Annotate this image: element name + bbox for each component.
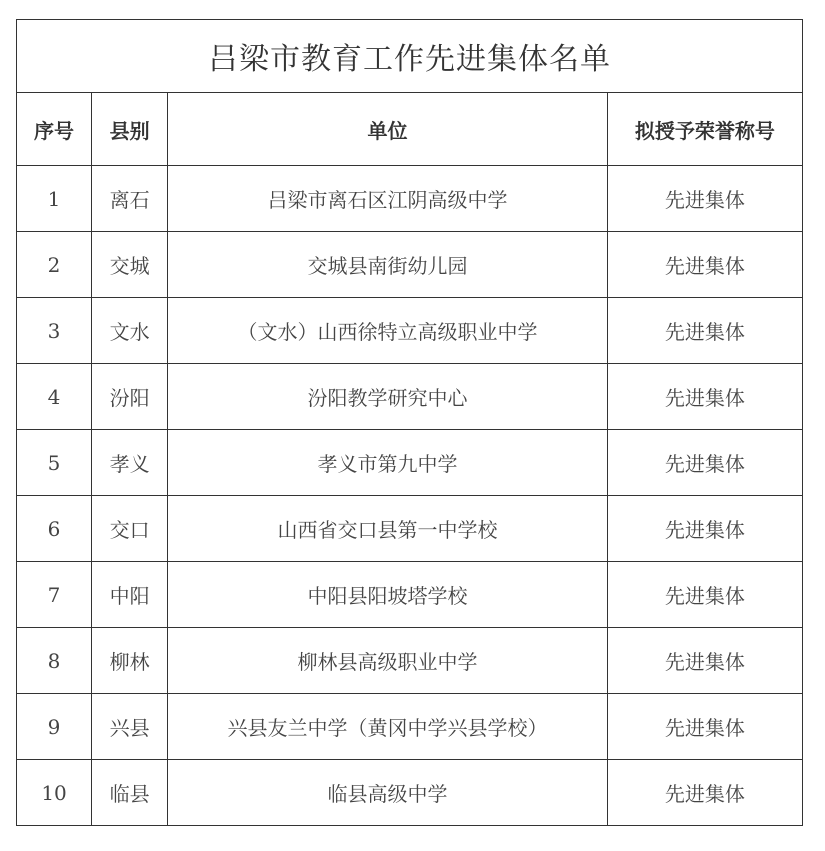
table-row <box>17 628 803 694</box>
table-row <box>17 760 803 826</box>
header-row <box>17 93 803 166</box>
cell-honor: 先进集体 <box>607 430 802 496</box>
cell-honor: 先进集体 <box>607 298 802 364</box>
cell-unit: 孝义市第九中学 <box>168 430 608 496</box>
cell-no: 4 <box>17 364 92 430</box>
cell-no: 9 <box>17 694 92 760</box>
cell-unit: 兴县友兰中学（黄冈中学兴县学校） <box>168 694 608 760</box>
table-row <box>17 496 803 562</box>
cell-no: 6 <box>17 496 92 562</box>
table-row <box>17 430 803 496</box>
cell-honor: 先进集体 <box>607 760 802 826</box>
cell-honor: 先进集体 <box>607 166 802 232</box>
cell-no: 7 <box>17 562 92 628</box>
cell-no: 8 <box>17 628 92 694</box>
cell-no: 3 <box>17 298 92 364</box>
header-county: 县别 <box>92 93 168 166</box>
cell-honor: 先进集体 <box>607 496 802 562</box>
cell-unit: 柳林县高级职业中学 <box>168 628 608 694</box>
cell-unit: （文水）山西徐特立高级职业中学 <box>168 298 608 364</box>
cell-county: 文水 <box>92 298 168 364</box>
cell-no: 10 <box>17 760 92 826</box>
table-row <box>17 562 803 628</box>
table-row <box>17 232 803 298</box>
document-title: 吕梁市教育工作先进集体名单 <box>17 20 803 93</box>
cell-unit: 吕梁市离石区江阴高级中学 <box>168 166 608 232</box>
table-row <box>17 298 803 364</box>
cell-honor: 先进集体 <box>607 694 802 760</box>
cell-no: 5 <box>17 430 92 496</box>
cell-honor: 先进集体 <box>607 232 802 298</box>
table-row <box>17 364 803 430</box>
cell-county: 汾阳 <box>92 364 168 430</box>
cell-unit: 山西省交口县第一中学校 <box>168 496 608 562</box>
title-row <box>17 20 803 93</box>
cell-county: 兴县 <box>92 694 168 760</box>
table-body <box>17 20 803 826</box>
cell-county: 离石 <box>92 166 168 232</box>
cell-no: 1 <box>17 166 92 232</box>
honor-list-table <box>16 19 803 826</box>
cell-no: 2 <box>17 232 92 298</box>
header-unit: 单位 <box>168 93 608 166</box>
cell-county: 临县 <box>92 760 168 826</box>
header-no: 序号 <box>17 93 92 166</box>
header-honor: 拟授予荣誉称号 <box>607 93 802 166</box>
cell-honor: 先进集体 <box>607 364 802 430</box>
cell-honor: 先进集体 <box>607 628 802 694</box>
cell-county: 交城 <box>92 232 168 298</box>
cell-county: 柳林 <box>92 628 168 694</box>
cell-unit: 临县高级中学 <box>168 760 608 826</box>
cell-county: 交口 <box>92 496 168 562</box>
cell-unit: 汾阳教学研究中心 <box>168 364 608 430</box>
cell-unit: 交城县南街幼儿园 <box>168 232 608 298</box>
table-row <box>17 694 803 760</box>
cell-unit: 中阳县阳坡塔学校 <box>168 562 608 628</box>
cell-honor: 先进集体 <box>607 562 802 628</box>
cell-county: 中阳 <box>92 562 168 628</box>
table-row <box>17 166 803 232</box>
cell-county: 孝义 <box>92 430 168 496</box>
